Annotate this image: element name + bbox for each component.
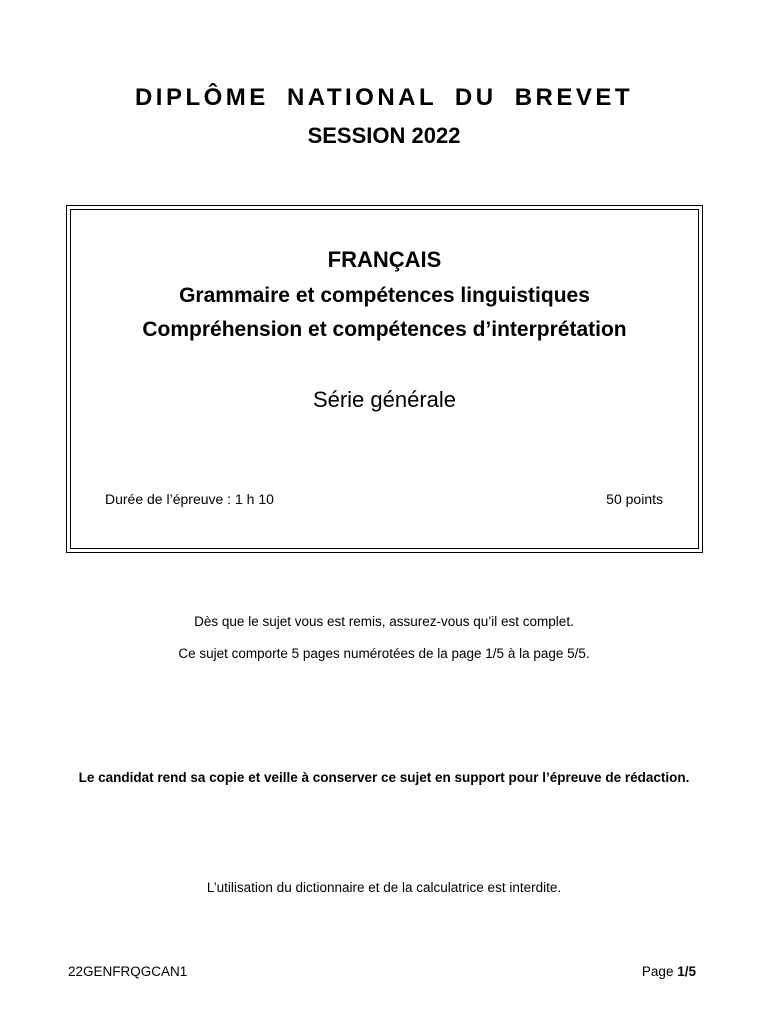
serie-label: Série générale: [312, 387, 457, 412]
page-label: Page: [641, 964, 674, 979]
notice-complete: Dès que le sujet vous est remis, assurez-vous qu’il est complet.: [194, 614, 574, 629]
candidate-instruction: Le candidat rend sa copie et veille à conserver ce sujet en support pour l’épreuve de rédaction.: [78, 770, 690, 785]
subject-name: FRANÇAIS: [327, 247, 442, 272]
duration-text: Durée de l’épreuve : 1 h 10: [105, 491, 274, 507]
points-text: 50 points: [606, 491, 663, 507]
page-number-value: 1/5: [677, 964, 696, 979]
subject-line-grammar: Grammaire et compétences linguistiques: [179, 284, 590, 307]
document-code: 22GENFRQGCAN1: [68, 964, 188, 979]
subject-line-comprehension: Compréhension et compétences d’interprétation: [142, 318, 627, 341]
exam-title: DIPLÔME NATIONAL DU BREVET: [134, 84, 634, 111]
page-number: [642, 964, 696, 979]
tools-notice: L’utilisation du dictionnaire et de la calculatrice est interdite.: [206, 880, 562, 895]
session-title: SESSION 2022: [307, 123, 461, 148]
notice-pages: Ce sujet comporte 5 pages numérotées de la page 1/5 à la page 5/5.: [178, 646, 590, 661]
